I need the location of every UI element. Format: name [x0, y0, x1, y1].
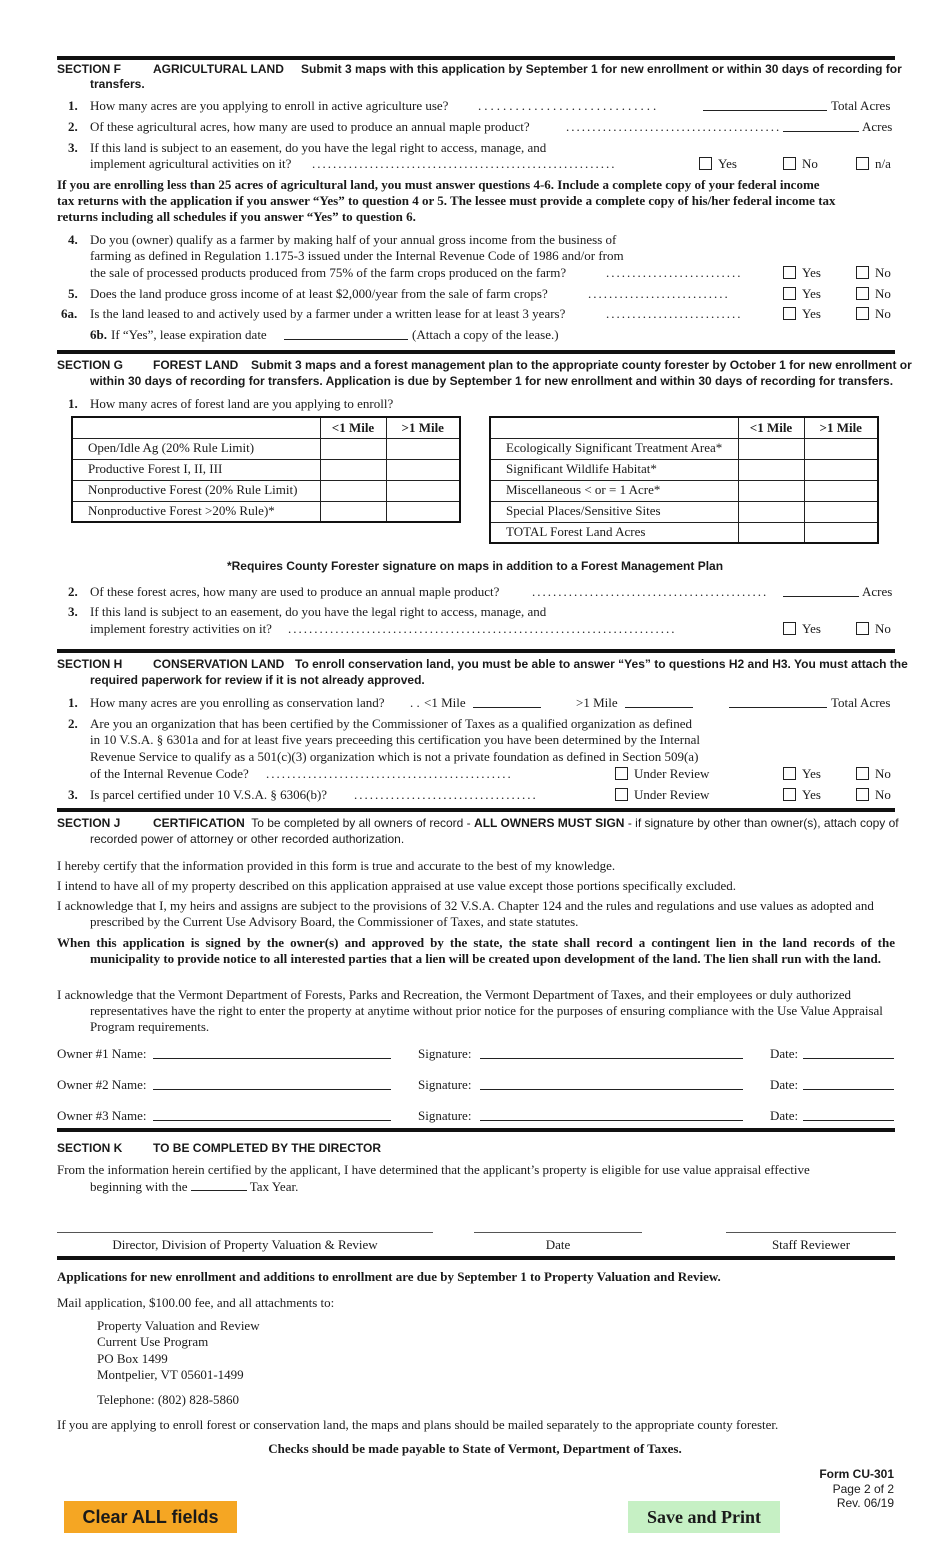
f-q4-no[interactable]: No: [856, 265, 891, 281]
signature-label: Signature:: [418, 1046, 472, 1061]
clear-all-fields-button[interactable]: Clear ALL fields: [64, 1501, 237, 1533]
question-number: 1.: [68, 695, 78, 710]
h-q3-yes[interactable]: Yes: [783, 787, 821, 803]
f-q6b-note: (Attach a copy of the lease.): [412, 327, 559, 342]
checkbox[interactable]: [856, 767, 869, 780]
f-q2-unit: Acres: [862, 119, 893, 134]
checkbox[interactable]: [856, 266, 869, 279]
col-gt-1-mile: >1 Mile: [804, 417, 878, 438]
checkbox[interactable]: [783, 287, 796, 300]
question-number: 2.: [68, 119, 78, 134]
dot-leader: ..........................: [606, 306, 743, 321]
g-q3-text-1: If this land is subject to an easement, do you have the legal right to access, manage, and: [90, 604, 547, 619]
g-q3-yes[interactable]: Yes: [783, 621, 821, 637]
owner-1-signature-field[interactable]: [480, 1047, 743, 1059]
address-line-4: Montpelier, VT 05601-1499: [97, 1367, 244, 1382]
section-h-desc-2: required paperwork for review if it is not already approved.: [90, 673, 425, 687]
forest-row-label: Open/Idle Ag (20% Rule Limit): [72, 438, 320, 459]
acres-cell[interactable]: [320, 480, 386, 501]
f-note-3: returns including all schedules if you answer “Yes” to question 6.: [57, 209, 416, 224]
forest-table-right: [489, 416, 879, 544]
save-and-print-button[interactable]: Save and Print: [628, 1501, 780, 1533]
question-number: 3.: [68, 787, 78, 802]
forest-row-label: Nonproductive Forest (20% Rule Limit): [72, 480, 320, 501]
owner-2-name-field[interactable]: [153, 1078, 391, 1090]
h-q2-text-4: of the Internal Revenue Code?: [90, 766, 249, 781]
owner-1-label: Owner #1 Name:: [57, 1046, 147, 1061]
tax-year-field[interactable]: [191, 1179, 247, 1191]
section-h-desc: To enroll conservation land, you must be able to answer “Yes” to questions H2 and H3. You must attach the: [295, 657, 908, 671]
col-gt-1-mile: >1 Mile: [386, 417, 460, 438]
section-f-desc: Submit 3 maps with this application by September 1 for new enrollment or within 30 days of recording for: [301, 62, 902, 76]
question-number: 1.: [68, 396, 78, 411]
forest-table-left: [71, 416, 461, 523]
owner-3-name-field[interactable]: [153, 1109, 391, 1121]
acres-cell[interactable]: [320, 438, 386, 459]
total-cell[interactable]: [804, 522, 878, 543]
dot-leader: .........................................: [566, 119, 782, 134]
g-q1-text: How many acres of forest land are you applying to enroll?: [90, 396, 394, 411]
telephone: Telephone: (802) 828-5860: [97, 1392, 240, 1407]
dot-leader: ..........................................................: [312, 156, 617, 171]
checkbox[interactable]: [783, 622, 796, 635]
director-date-label: Date: [545, 1237, 571, 1252]
signature-label: Signature:: [418, 1077, 472, 1092]
section-g-title: FOREST LAND: [153, 358, 239, 372]
f-q2-text: Of these agricultural acres, how many are used to produce an annual maple product?: [90, 119, 530, 134]
acres-cell[interactable]: [386, 501, 460, 522]
footer-rule: [57, 1256, 895, 1260]
forest-row-label: Miscellaneous < or = 1 Acre*: [490, 480, 738, 501]
dot-leader: ..........................: [606, 265, 743, 280]
acres-cell[interactable]: [386, 459, 460, 480]
f-q3-no[interactable]: No: [783, 156, 818, 172]
acres-cell[interactable]: [804, 459, 878, 480]
dot-leader: ..........................................................................: [288, 621, 677, 636]
section-k-title: TO BE COMPLETED BY THE DIRECTOR: [153, 1141, 382, 1155]
acres-cell[interactable]: [738, 501, 804, 522]
f-q6b-text: If “Yes”, lease expiration date: [111, 327, 267, 342]
checkbox[interactable]: [856, 788, 869, 801]
cert-para-3: I acknowledge that I, my heirs and assigns are subject to the provisions of 32 V.S.A. Chapter 124 and the rules and regulations and use values as adopted and prescribed by the Current Use Advisory Board, the Commissioner of Taxes, and state statutes.: [57, 898, 874, 929]
h-q1-total-field[interactable]: [729, 696, 827, 708]
page-number: Page 2 of 2: [832, 1482, 894, 1496]
f-q6a-no[interactable]: No: [856, 306, 891, 322]
h-q1-text: How many acres are you enrolling as conservation land?: [90, 695, 385, 710]
col-lt-1-mile: <1 Mile: [738, 417, 804, 438]
f-q5-text: Does the land produce gross income of at least $2,000/year from the sale of farm crops?: [90, 286, 548, 301]
dot-leader: ...........................: [588, 286, 730, 301]
dot-leader: . .: [410, 695, 420, 710]
total-cell[interactable]: [738, 522, 804, 543]
checkbox[interactable]: [783, 157, 796, 170]
revision: Rev. 06/19: [836, 1496, 894, 1510]
checkbox[interactable]: [615, 788, 628, 801]
h-q2-no[interactable]: No: [856, 766, 891, 782]
h-q3-no[interactable]: No: [856, 787, 891, 803]
cert-para-1: I hereby certify that the information provided in this form is true and accurate to the best of my knowledge.: [57, 858, 616, 873]
f-note-2: tax returns with the application if you answer “Yes” to question 4 or 5. The lessee must provide a complete copy of his/her federal income tax: [57, 193, 836, 208]
checks-payable: Checks should be made payable to State of Vermont, Department of Taxes.: [268, 1441, 682, 1456]
section-g-rule: [57, 350, 895, 354]
question-number: 5.: [68, 286, 78, 301]
form-number: Form CU-301: [819, 1467, 894, 1481]
section-f-title: AGRICULTURAL LAND: [153, 62, 284, 76]
owner-2-date-field[interactable]: [803, 1078, 894, 1090]
checkbox[interactable]: [783, 788, 796, 801]
acres-cell[interactable]: [804, 438, 878, 459]
director-para-1: From the information herein certified by the applicant, I have determined that the applicant’s property is eligible for use value appraisal effective: [57, 1162, 810, 1177]
acres-cell[interactable]: [386, 438, 460, 459]
f-q6a-yes[interactable]: Yes: [783, 306, 821, 322]
g-q2-unit: Acres: [862, 584, 893, 599]
question-number: 2.: [68, 716, 78, 731]
forest-row-label: Significant Wildlife Habitat*: [490, 459, 738, 480]
acres-cell[interactable]: [738, 459, 804, 480]
staff-reviewer-line[interactable]: [726, 1232, 896, 1233]
f-q6a-text: Is the land leased to and actively used by a farmer under a written lease for at least 3 years?: [90, 306, 566, 321]
section-g-desc: Submit 3 maps and a forest management plan to the appropriate county forester by October 1 for new enrollment or: [251, 358, 912, 372]
question-number: 4.: [68, 232, 78, 247]
section-g-id: SECTION G: [57, 358, 124, 372]
director-date-line[interactable]: [474, 1232, 642, 1233]
h-q3-text: Is parcel certified under 10 V.S.A. § 6306(b)?: [90, 787, 328, 802]
acres-cell[interactable]: [738, 438, 804, 459]
question-number: 2.: [68, 584, 78, 599]
section-j-desc: CERTIFICATION To be completed by all owners of record - ALL OWNERS MUST SIGN - if signature by other than owner(s), attach copy of: [153, 816, 899, 830]
section-j-id: SECTION J: [57, 816, 121, 830]
section-j-desc-2: recorded power of attorney or other recorded authorization.: [90, 832, 405, 846]
owner-3-date-field[interactable]: [803, 1109, 894, 1121]
h-q2-text-1: Are you an organization that has been certified by the Commissioner of Taxes as a qualified organization as defined: [90, 716, 692, 731]
forest-row-label: Special Places/Sensitive Sites: [490, 501, 738, 522]
dot-leader: ...............................................: [266, 766, 513, 781]
f-q3-text-1: If this land is subject to an easement, do you have the legal right to access, manage, and: [90, 140, 547, 155]
acres-cell[interactable]: [386, 480, 460, 501]
owner-2-signature-field[interactable]: [480, 1078, 743, 1090]
col-lt-1-mile: <1 Mile: [320, 417, 386, 438]
h-q3-review[interactable]: Under Review: [615, 787, 709, 803]
f-q5-no[interactable]: No: [856, 286, 891, 302]
f-q5-yes[interactable]: Yes: [783, 286, 821, 302]
acres-cell[interactable]: [320, 459, 386, 480]
owner-3-signature-field[interactable]: [480, 1109, 743, 1121]
f-q2-acres-field[interactable]: [783, 120, 859, 132]
section-j-rule: [57, 808, 895, 812]
question-number: 1.: [68, 98, 78, 113]
checkbox[interactable]: [856, 157, 869, 170]
acres-cell[interactable]: [320, 501, 386, 522]
g-q3-text-2: implement forestry activities on it?: [90, 621, 272, 636]
date-label: Date:: [770, 1108, 799, 1123]
h-q1-gt-label: >1 Mile: [576, 695, 618, 710]
due-notice: Applications for new enrollment and additions to enrollment are due by September 1 to Property Valuation and Review.: [57, 1269, 721, 1284]
f-q1-text: How many acres are you applying to enroll in active agriculture use?: [90, 98, 449, 113]
f-q3-na[interactable]: n/a: [856, 156, 891, 172]
h-q2-review[interactable]: Under Review: [615, 766, 709, 782]
acres-cell[interactable]: [804, 480, 878, 501]
checkbox[interactable]: [699, 157, 712, 170]
checkbox[interactable]: [615, 767, 628, 780]
section-h-id: SECTION H: [57, 657, 123, 671]
forester-instructions: If you are applying to enroll forest or conservation land, the maps and plans should be mailed separately to the appropriate county forester.: [57, 1417, 779, 1432]
section-k-rule: [57, 1128, 895, 1132]
h-q1-lt-field[interactable]: [473, 696, 541, 708]
staff-reviewer-label: Staff Reviewer: [771, 1237, 851, 1252]
f-q1-unit: Total Acres: [831, 98, 891, 113]
f-q1-acres-field[interactable]: [703, 99, 827, 111]
director-para-2: beginning with the Tax Year.: [90, 1179, 299, 1194]
acres-cell[interactable]: [804, 501, 878, 522]
forester-note: *Requires County Forester signature on maps in addition to a Forest Management Plan: [226, 559, 724, 573]
address-line-2: Current Use Program: [97, 1334, 209, 1349]
section-g-desc-2: within 30 days of recording for transfers. Application is due by September 1 for new enrollment and within 30 days of recording for transfers.: [90, 374, 894, 388]
checkbox[interactable]: [783, 307, 796, 320]
f-q4-text-2: farming as defined in Regulation 1.175-3 issued under the Internal Revenue Code of 1986 and/or from: [90, 248, 624, 263]
address-line-3: PO Box 1499: [97, 1351, 168, 1366]
f-q3-yes[interactable]: Yes: [699, 156, 737, 172]
owner-1-date-field[interactable]: [803, 1047, 894, 1059]
cert-para-2: I intend to have all of my property described on this application appraised at use value except those portions specifically excluded.: [57, 878, 737, 893]
section-h-title: CONSERVATION LAND: [153, 657, 285, 671]
section-f-desc-2: transfers.: [90, 77, 145, 91]
question-number: 3.: [68, 604, 78, 619]
date-label: Date:: [770, 1077, 799, 1092]
checkbox[interactable]: [783, 266, 796, 279]
address-line-1: Property Valuation and Review: [97, 1318, 260, 1333]
checkbox[interactable]: [856, 622, 869, 635]
h-q2-text-2: in 10 V.S.A. § 6301a and for at least five years preceeding this certification you have been determined by the Internal: [90, 732, 700, 747]
h-q1-unit: Total Acres: [831, 695, 891, 710]
g-q2-text: Of these forest acres, how many are used to produce an annual maple product?: [90, 584, 500, 599]
owner-3-label: Owner #3 Name:: [57, 1108, 147, 1123]
checkbox[interactable]: [856, 287, 869, 300]
f-note-1: If you are enrolling less than 25 acres of agricultural land, you must answer questions 4-6. Include a complete copy of your federal income: [57, 177, 820, 192]
cert-para-5: I acknowledge that the Vermont Department of Forests, Parks and Recreation, the Vermont Department of Taxes, and their employees or duly authorized representatives have the right to enter the property at anytime without prior notice for the purposes of ensuring compliance with the Use Value Appraisal Program requirements.: [57, 987, 883, 1034]
checkbox[interactable]: [783, 767, 796, 780]
director-signature-label: Director, Division of Property Valuation & Review: [112, 1237, 378, 1252]
f-q6b-lease-date-field[interactable]: [284, 328, 408, 340]
section-f-rule: [57, 56, 895, 60]
h-q2-text-3: Revenue Service to qualify as a 501(c)(3) organization which is not a private foundation as defined in Section 509(a): [90, 749, 699, 764]
f-q4-yes[interactable]: Yes: [783, 265, 821, 281]
h-q1-gt-field[interactable]: [625, 696, 693, 708]
f-q3-text-2: implement agricultural activities on it?: [90, 156, 292, 171]
mail-instructions: Mail application, $100.00 fee, and all attachments to:: [57, 1295, 335, 1310]
director-signature-line[interactable]: [57, 1232, 433, 1233]
forest-row-label: Ecologically Significant Treatment Area*: [490, 438, 738, 459]
question-number: 6b.: [90, 327, 107, 342]
section-k-id: SECTION K: [57, 1141, 123, 1155]
f-q4-text-3: the sale of processed products produced from 75% of the farm crops produced on the farm?: [90, 265, 567, 280]
dot-leader: ...................................: [354, 787, 538, 802]
signature-label: Signature:: [418, 1108, 472, 1123]
dot-leader: .............................................: [532, 584, 769, 599]
owner-2-label: Owner #2 Name:: [57, 1077, 147, 1092]
forest-row-label: Nonproductive Forest >20% Rule)*: [72, 501, 320, 522]
section-h-rule: [57, 649, 895, 653]
f-q4-text-1: Do you (owner) qualify as a farmer by making half of your annual gross income from the business of: [90, 232, 617, 247]
g-q2-acres-field[interactable]: [783, 585, 859, 597]
dot-leader: .............................: [478, 98, 660, 113]
h-q1-lt-label: <1 Mile: [424, 695, 466, 710]
h-q2-yes[interactable]: Yes: [783, 766, 821, 782]
question-number: 6a.: [61, 306, 78, 321]
g-q3-no[interactable]: No: [856, 621, 891, 637]
checkbox[interactable]: [856, 307, 869, 320]
forest-total-label: TOTAL Forest Land Acres: [490, 522, 738, 543]
owner-1-name-field[interactable]: [153, 1047, 391, 1059]
forest-row-label: Productive Forest I, II, III: [72, 459, 320, 480]
question-number: 3.: [68, 140, 78, 155]
section-f-id: SECTION F: [57, 62, 122, 76]
date-label: Date:: [770, 1046, 799, 1061]
cert-para-4: When this application is signed by the owner(s) and approved by the state, the state shall record a contingent lien in the land records of the municipality to provide notice to all interested parties that a lien will be created upon development of the land. The lien shall run with the land.: [57, 935, 895, 966]
acres-cell[interactable]: [738, 480, 804, 501]
